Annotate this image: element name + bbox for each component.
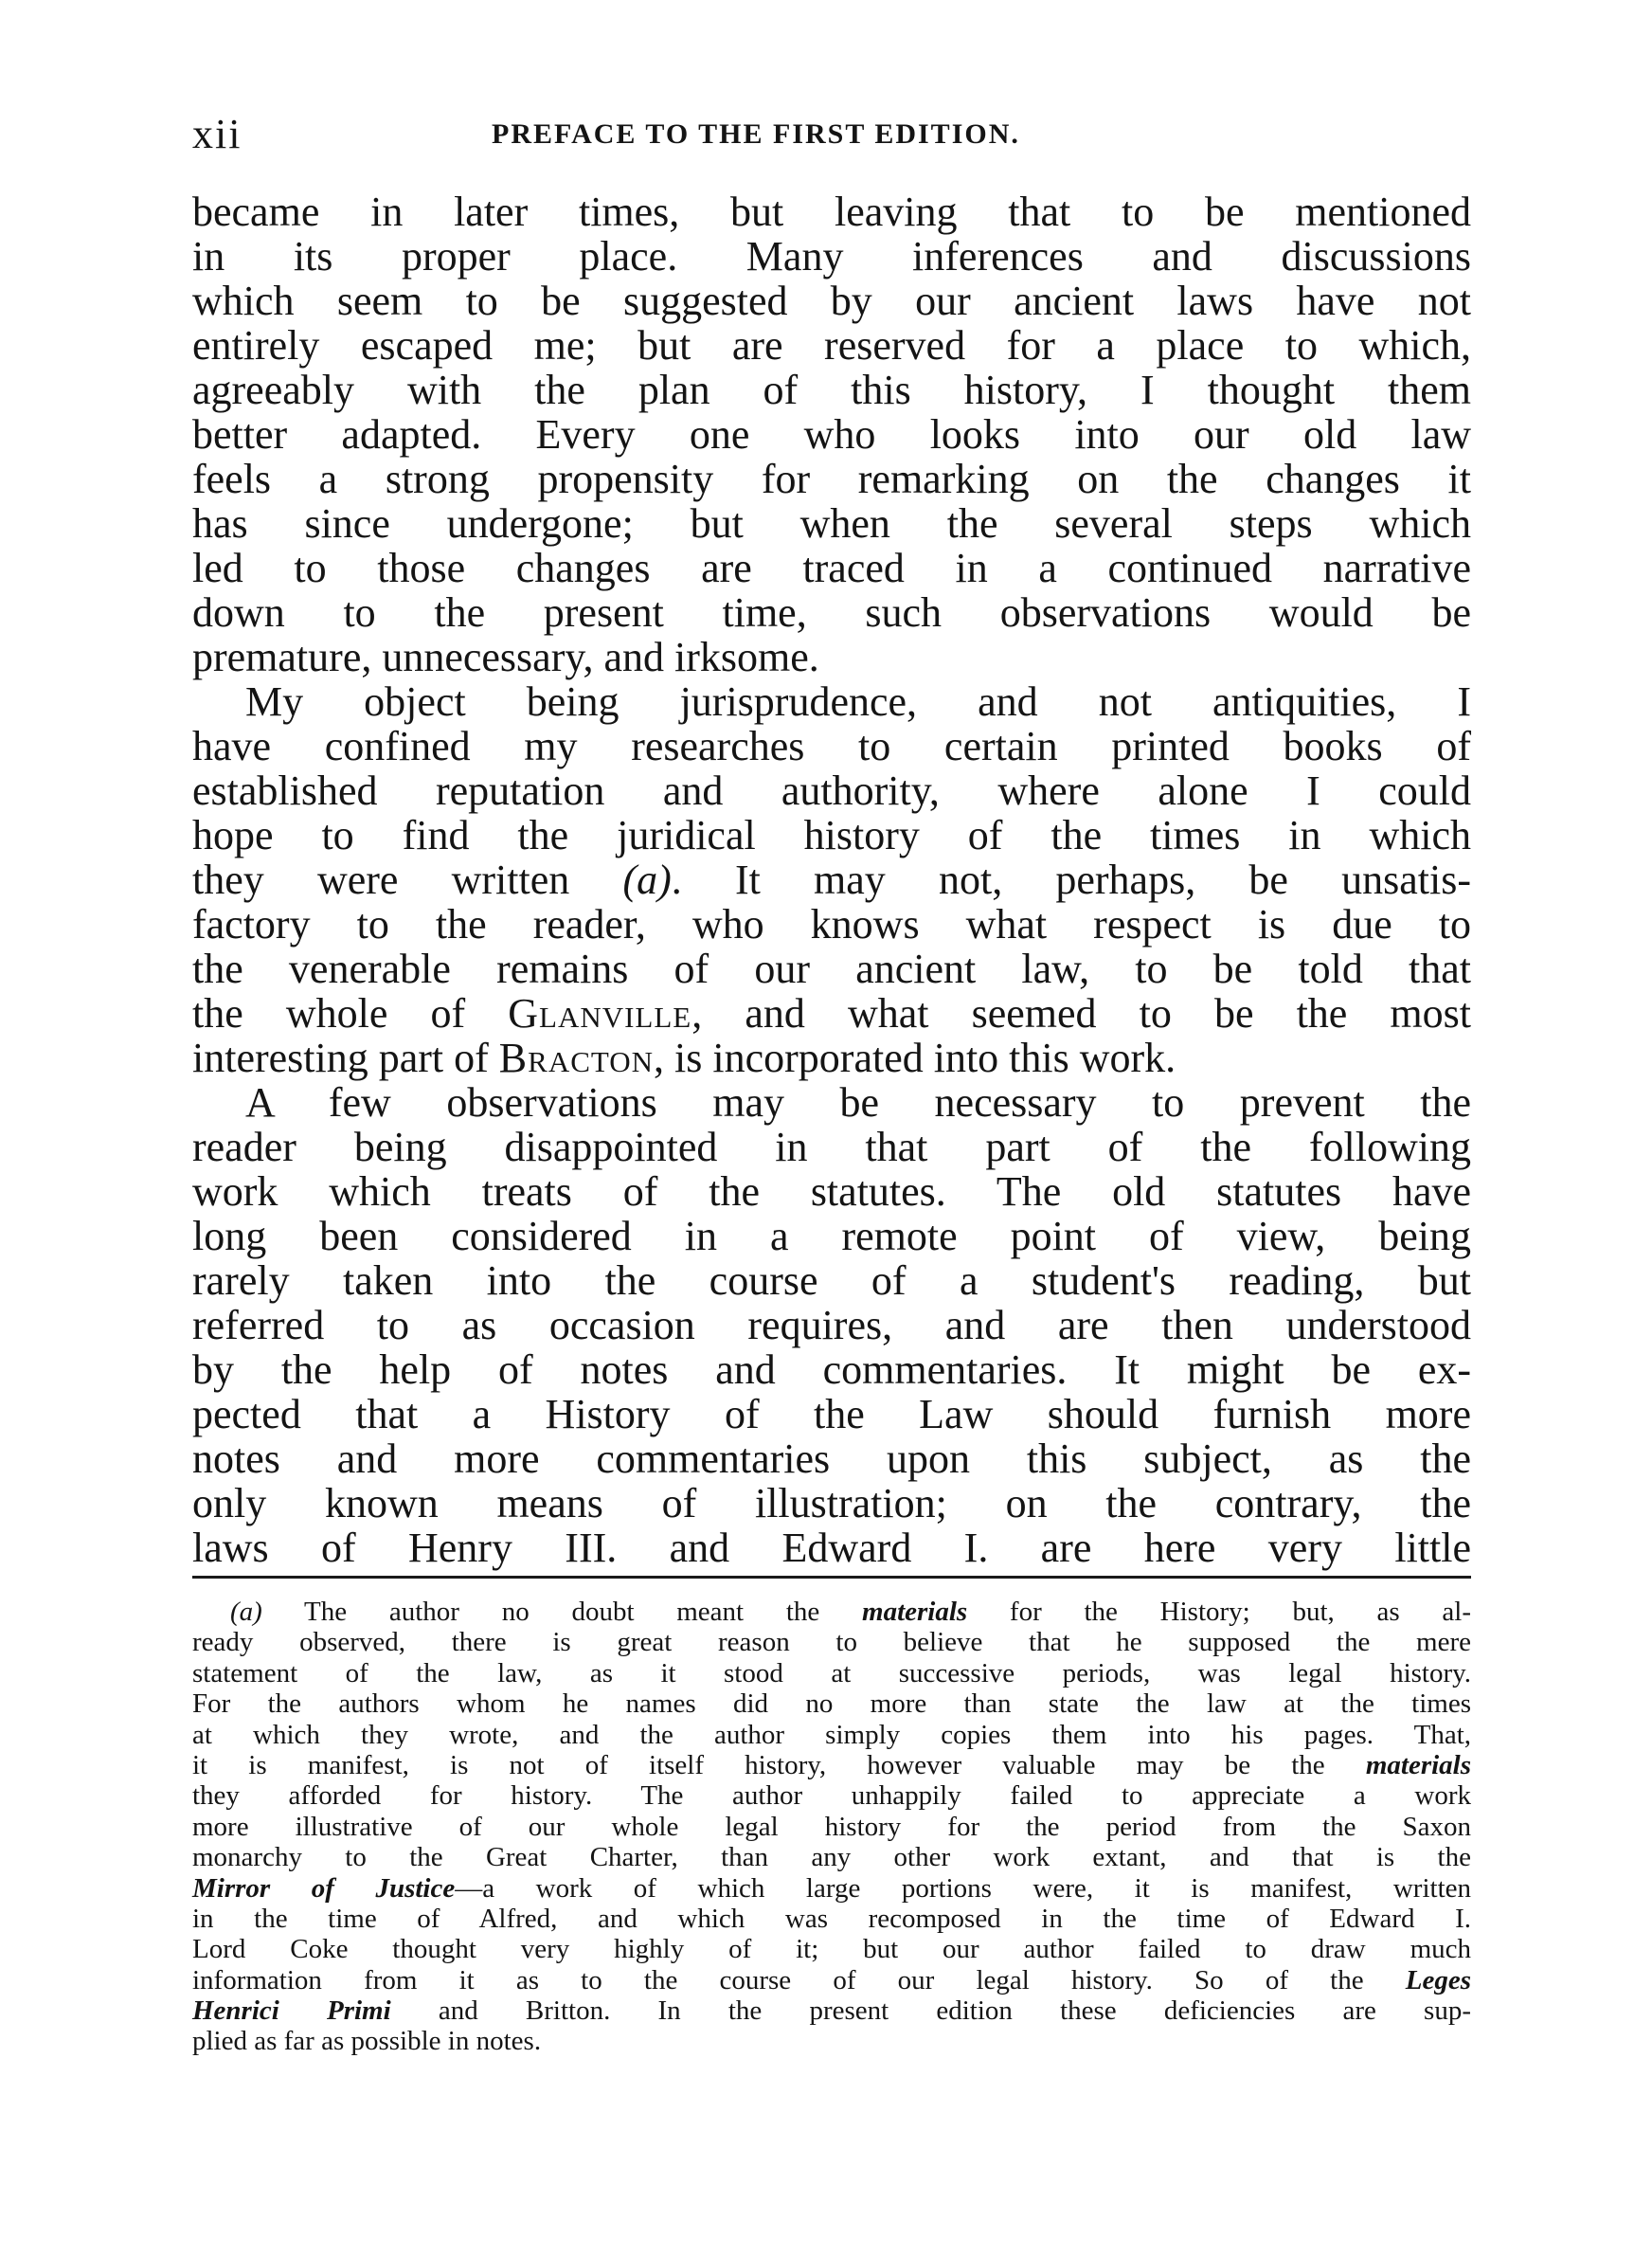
text-segment: . It may not, perhaps, be unsatis- [671,857,1471,903]
footnote-line: they afforded for history. The author unhappily failed to appreciate a work [192,1780,1471,1812]
footnote-line [192,1965,1471,1995]
text-line: the venerable remains of our ancient law, to be told that [192,946,1471,992]
text-line: factory to the reader, who knows what respect is due to [192,901,1471,948]
text-segment: they were written [192,857,623,903]
text-line: long been considered in a remote point of view, being [192,1213,1471,1259]
text-line: work which treats of the statutes. The old statutes have [192,1168,1471,1215]
text-line: reader being disappointed in that part of the following [192,1124,1471,1170]
emphasis: materials [862,1597,968,1627]
footnote [192,1597,1471,2057]
footnote-line [192,1597,1471,1627]
body-text [192,190,1471,1570]
footnote-line [192,1995,1471,2026]
text-line: down to the present time, such observations would be [192,589,1471,636]
text-line: notes and more commentaries upon this subject, as the [192,1435,1471,1482]
footnote-line: statement of the law, as it stood at successive periods, was legal history. [192,1657,1471,1688]
text-line [192,858,1471,902]
text-line: referred to as occasion requires, and are then understood [192,1302,1471,1348]
text-line: entirely escaped me; but are reserved for a place to which, [192,322,1471,369]
footnote-line: Lord Coke thought very highly of it; but our author failed to draw much [192,1934,1471,1965]
footnote-line: in the time of Alfred, and which was recomposed in the time of Edward I. [192,1903,1471,1934]
text-line: pected that a History of the Law should furnish more [192,1391,1471,1437]
text-line: by the help of notes and commentaries. It might be ex- [192,1346,1471,1393]
footnote-reference[interactable]: (a) [622,857,672,903]
text-line: better adapted. Every one who looks into our old law [192,411,1471,458]
author-name-glanville: Glanville [508,990,692,1037]
text-segment: and Britton. In the present edition these deficiencies are sup- [390,1995,1472,2027]
book-title: Henrici Primi [192,1995,391,2027]
footnote-line: more illustrative of our whole legal history for the period from the Saxon [192,1811,1471,1842]
footnote-line: at which they wrote, and the author simply copies them into his pages. That, [192,1719,1471,1750]
text-line: laws of Henry III. and Edward I. are here very little [192,1525,1471,1571]
text-segment: information from it as to the course of our legal history. So of the [192,1964,1406,1995]
text-line: A few observations may be necessary to prevent the [245,1079,1471,1126]
footnote-divider [192,1576,1471,1579]
text-segment: The author no doubt meant the [261,1597,863,1627]
text-line: hope to find the juridical history of the times in which [192,812,1471,858]
text-line [192,991,1471,1036]
text-line: only known means of illustration; on the contrary, the [192,1480,1471,1526]
author-name-bracton: Bracton [498,1035,655,1081]
text-segment: , is incorporated into this work. [654,1035,1176,1081]
text-segment: it is manifest, is not of itself history, however valuable may be the [192,1749,1366,1780]
text-line: established reputation and authority, where alone I could [192,767,1471,814]
footnote-line: plied as far as possible in notes. [192,2026,542,2057]
text-line: has since undergone; but when the several steps which [192,500,1471,547]
footnote-line: For the authors whom he names did no more than state the law at the times [192,1688,1471,1720]
book-title: Mirror of Justice [192,1872,456,1904]
running-head: PREFACE TO THE FIRST EDITION. [492,118,1020,150]
text-line [192,1036,1471,1080]
text-line: led to those changes are traced in a continued narrative [192,545,1471,591]
text-line: rarely taken into the course of a student's reading, but [192,1257,1471,1304]
footnote-line: ready observed, there is great reason to believe that he supposed the mere [192,1627,1471,1658]
book-title: Leges [1405,1964,1471,1995]
text-line: in its proper place. Many inferences and discussions [192,233,1471,280]
text-line: premature, unnecessary, and irksome. [192,634,819,680]
text-segment: interesting part of [192,1035,499,1081]
page-number: xii [192,111,242,157]
text-line: agreeably with the plan of this history, I thought them [192,367,1471,413]
text-line: have confined my researches to certain printed books of [192,723,1471,769]
text-line: which seem to be suggested by our ancient laws have not [192,278,1471,324]
text-segment: for the History; but, as al- [967,1597,1471,1627]
text-line: My object being jurisprudence, and not antiquities, I [245,678,1471,725]
text-line: feels a strong propensity for remarking on the changes it [192,456,1471,502]
footnote-line [192,1750,1471,1780]
emphasis: materials [1365,1749,1471,1780]
footnote-line [192,1873,1471,1904]
text-segment: —a work of which large portions were, it is manifest, written [455,1872,1471,1904]
text-line: became in later times, but leaving that to be mentioned [192,189,1471,235]
page-header [192,106,1481,163]
footnote-marker: (a) [230,1597,262,1627]
text-segment: the whole of [192,990,509,1037]
footnote-line: monarchy to the Great Charter, than any other work extant, and that is the [192,1842,1471,1873]
text-segment: , and what seemed to be the most [691,990,1472,1037]
